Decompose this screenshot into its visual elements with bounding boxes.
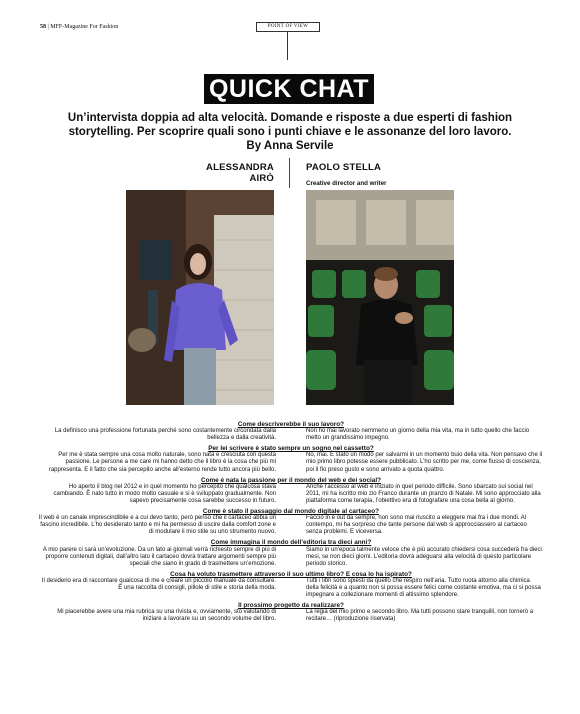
question: Come è stato il passaggio dal mondo digitale al cartaceo? xyxy=(202,508,380,516)
portrait-photo-left xyxy=(126,190,274,405)
answer-left: Ho aperto il blog nel 2012 e in quel momento ho percepito che qualcosa stava cambiando. È nato tutto in modo molto casuale e si è sviluppato gradualmente. Non sapevo precisamente cosa sarebbe successo in futuro. xyxy=(53,483,276,504)
page-title: QUICK CHAT xyxy=(204,74,374,104)
question: Come descriverebbe il suo lavoro? xyxy=(237,421,345,428)
person-role: Creative director and writer xyxy=(306,180,387,187)
answer-right: Tutti i libri sono spiesti da quello che respiro nell’aria. Tutto ruota attorno alla chimica della felicità e a quanto non si possa essere felici come costante emotiva, ma ci si possa impegnare a collezionare momenti di altissimo splendore. xyxy=(306,577,541,599)
magazine-name: | MFF-Magazine For Fashion xyxy=(47,24,119,30)
answer-left: Mi piacerebbe avere una mia rubrica su una rivista e, ovviamente, sto valutando di iniziare a lavorare su un secondo volume del libro. xyxy=(57,609,276,623)
answer-row xyxy=(38,609,544,623)
question: Il prossimo progetto da realizzare? xyxy=(238,602,344,610)
answer-right: Siamo in un’epoca talmente veloce che è più accurato chiedersi cosa succederà fra dieci mesi, se non dieci giorni. L’editoria dovrà adeguarsi alla velocità di questo particolare periodo storico. xyxy=(306,546,542,567)
question: Come è nata la passione per il mondo del web e dei social? xyxy=(200,476,382,484)
question: Per lei scrivere è stato sempre un sogno nel cassetto? xyxy=(208,445,374,453)
answer-left: La definisco una professione fortunata perché sono costantemente circondata dalla bellezza e dalla creatività. xyxy=(54,428,276,442)
page-number: 58 xyxy=(40,24,46,30)
answer-left: Il web è un canale imprescindibile e a cui devo tanto, però penso che il cartaceo abbia un fascino incredibile. L’ho desiderato tanto e mi ha permesso di uscire dalla comfort zone e di modulare il mio stile su uno strumento nuovo. xyxy=(38,515,276,536)
answer-right: Non ho mai lavorato nemmeno un giorno della mia vita, ma in tutto quello che faccio metto un grandissimo impegno. xyxy=(306,428,530,442)
answer-row xyxy=(38,452,544,473)
answer-row xyxy=(38,547,544,568)
answer-row xyxy=(38,515,544,536)
answer-left: Il desiderio era di raccontare qualcosa di me e creare un piccolo manuale da consultare. È una raccolta di consigli, pillole di stile e storia della moda. xyxy=(41,577,276,591)
question: Come immagina il mondo dell’editoria tra dieci anni? xyxy=(210,539,372,547)
question: Cosa ha voluto trasmettere attraverso il suo ultimo libro? E cosa lo ha ispirato? xyxy=(170,570,412,578)
portrait-photo-right xyxy=(306,190,454,405)
intro-text: Un’intervista doppia ad alta velocità. Domande e risposte a due esperti di fashion storytelling. Per scoprire quali sono i punti chiave e le assonanze del loro lavoro. By Anna Servile xyxy=(67,112,513,152)
person-name: ALESSANDRA AIRÒ xyxy=(206,162,274,184)
person-name: PAOLO STELLA xyxy=(306,162,382,173)
page-header xyxy=(40,24,118,30)
answer-row xyxy=(38,484,544,505)
answer-right: La regia del mio primo e secondo libro. Ma tutti possono stare tranquilli, non tornerò a recitare… (riproduzione riservata) xyxy=(306,609,534,623)
divider xyxy=(287,32,288,60)
answer-right: No, mai. È stato un modo per salvarmi in un momento buio della vita. Non pensavo che il mio primo libro potesse essere pubblicato. L’ho scritto per me, come flusso di coscienza, poi il fio preso gusto e sono arrivato a quota quattro. xyxy=(306,452,543,473)
answer-row xyxy=(38,578,544,599)
answer-left: Per me è stata sempre una cosa molto naturale, sono nata e cresciuta con questa passione. Le persone a me care mi hanno detto che il libro è la cosa che più mi rappresenta. E il fatto che sia percepito anche all’esterno rende tutto ancora più bello. xyxy=(48,452,276,473)
section-tag: POINT OF VIEW xyxy=(256,22,320,32)
answer-right: Anche l’accesso al web è iniziato in quel periodo difficile. Sono sbarcato sui social nel 2011, mi ha iscritto mio zio Franco durante un pranzo di Natale. Mi sono approcciato alla piattaforma come terapia, l’obiettivo era di fotografare una cosa bella al giorno. xyxy=(306,483,541,504)
answer-left: A mio parere ci sarà un’evoluzione. Da un lato ai giornali verrà richiesto sempre di più di proporre contenuti digitali, dall’altro lato il cartaceo dovrà trattare argomenti sempre più speciali che siano in grado di trasmettere un’emozione. xyxy=(42,546,276,567)
interview-qa xyxy=(38,418,544,623)
answer-row xyxy=(38,428,544,442)
person-right xyxy=(306,162,426,187)
answer-right: Faccio in e out da sempre, non sono mai riuscito a eleggere mai fra i due mondi. Al contempo, mi ha sorpreso che tante persone dal web si approcciassero al cartaceo senza problemi. E viceversa. xyxy=(306,515,527,536)
column-divider xyxy=(289,158,290,188)
